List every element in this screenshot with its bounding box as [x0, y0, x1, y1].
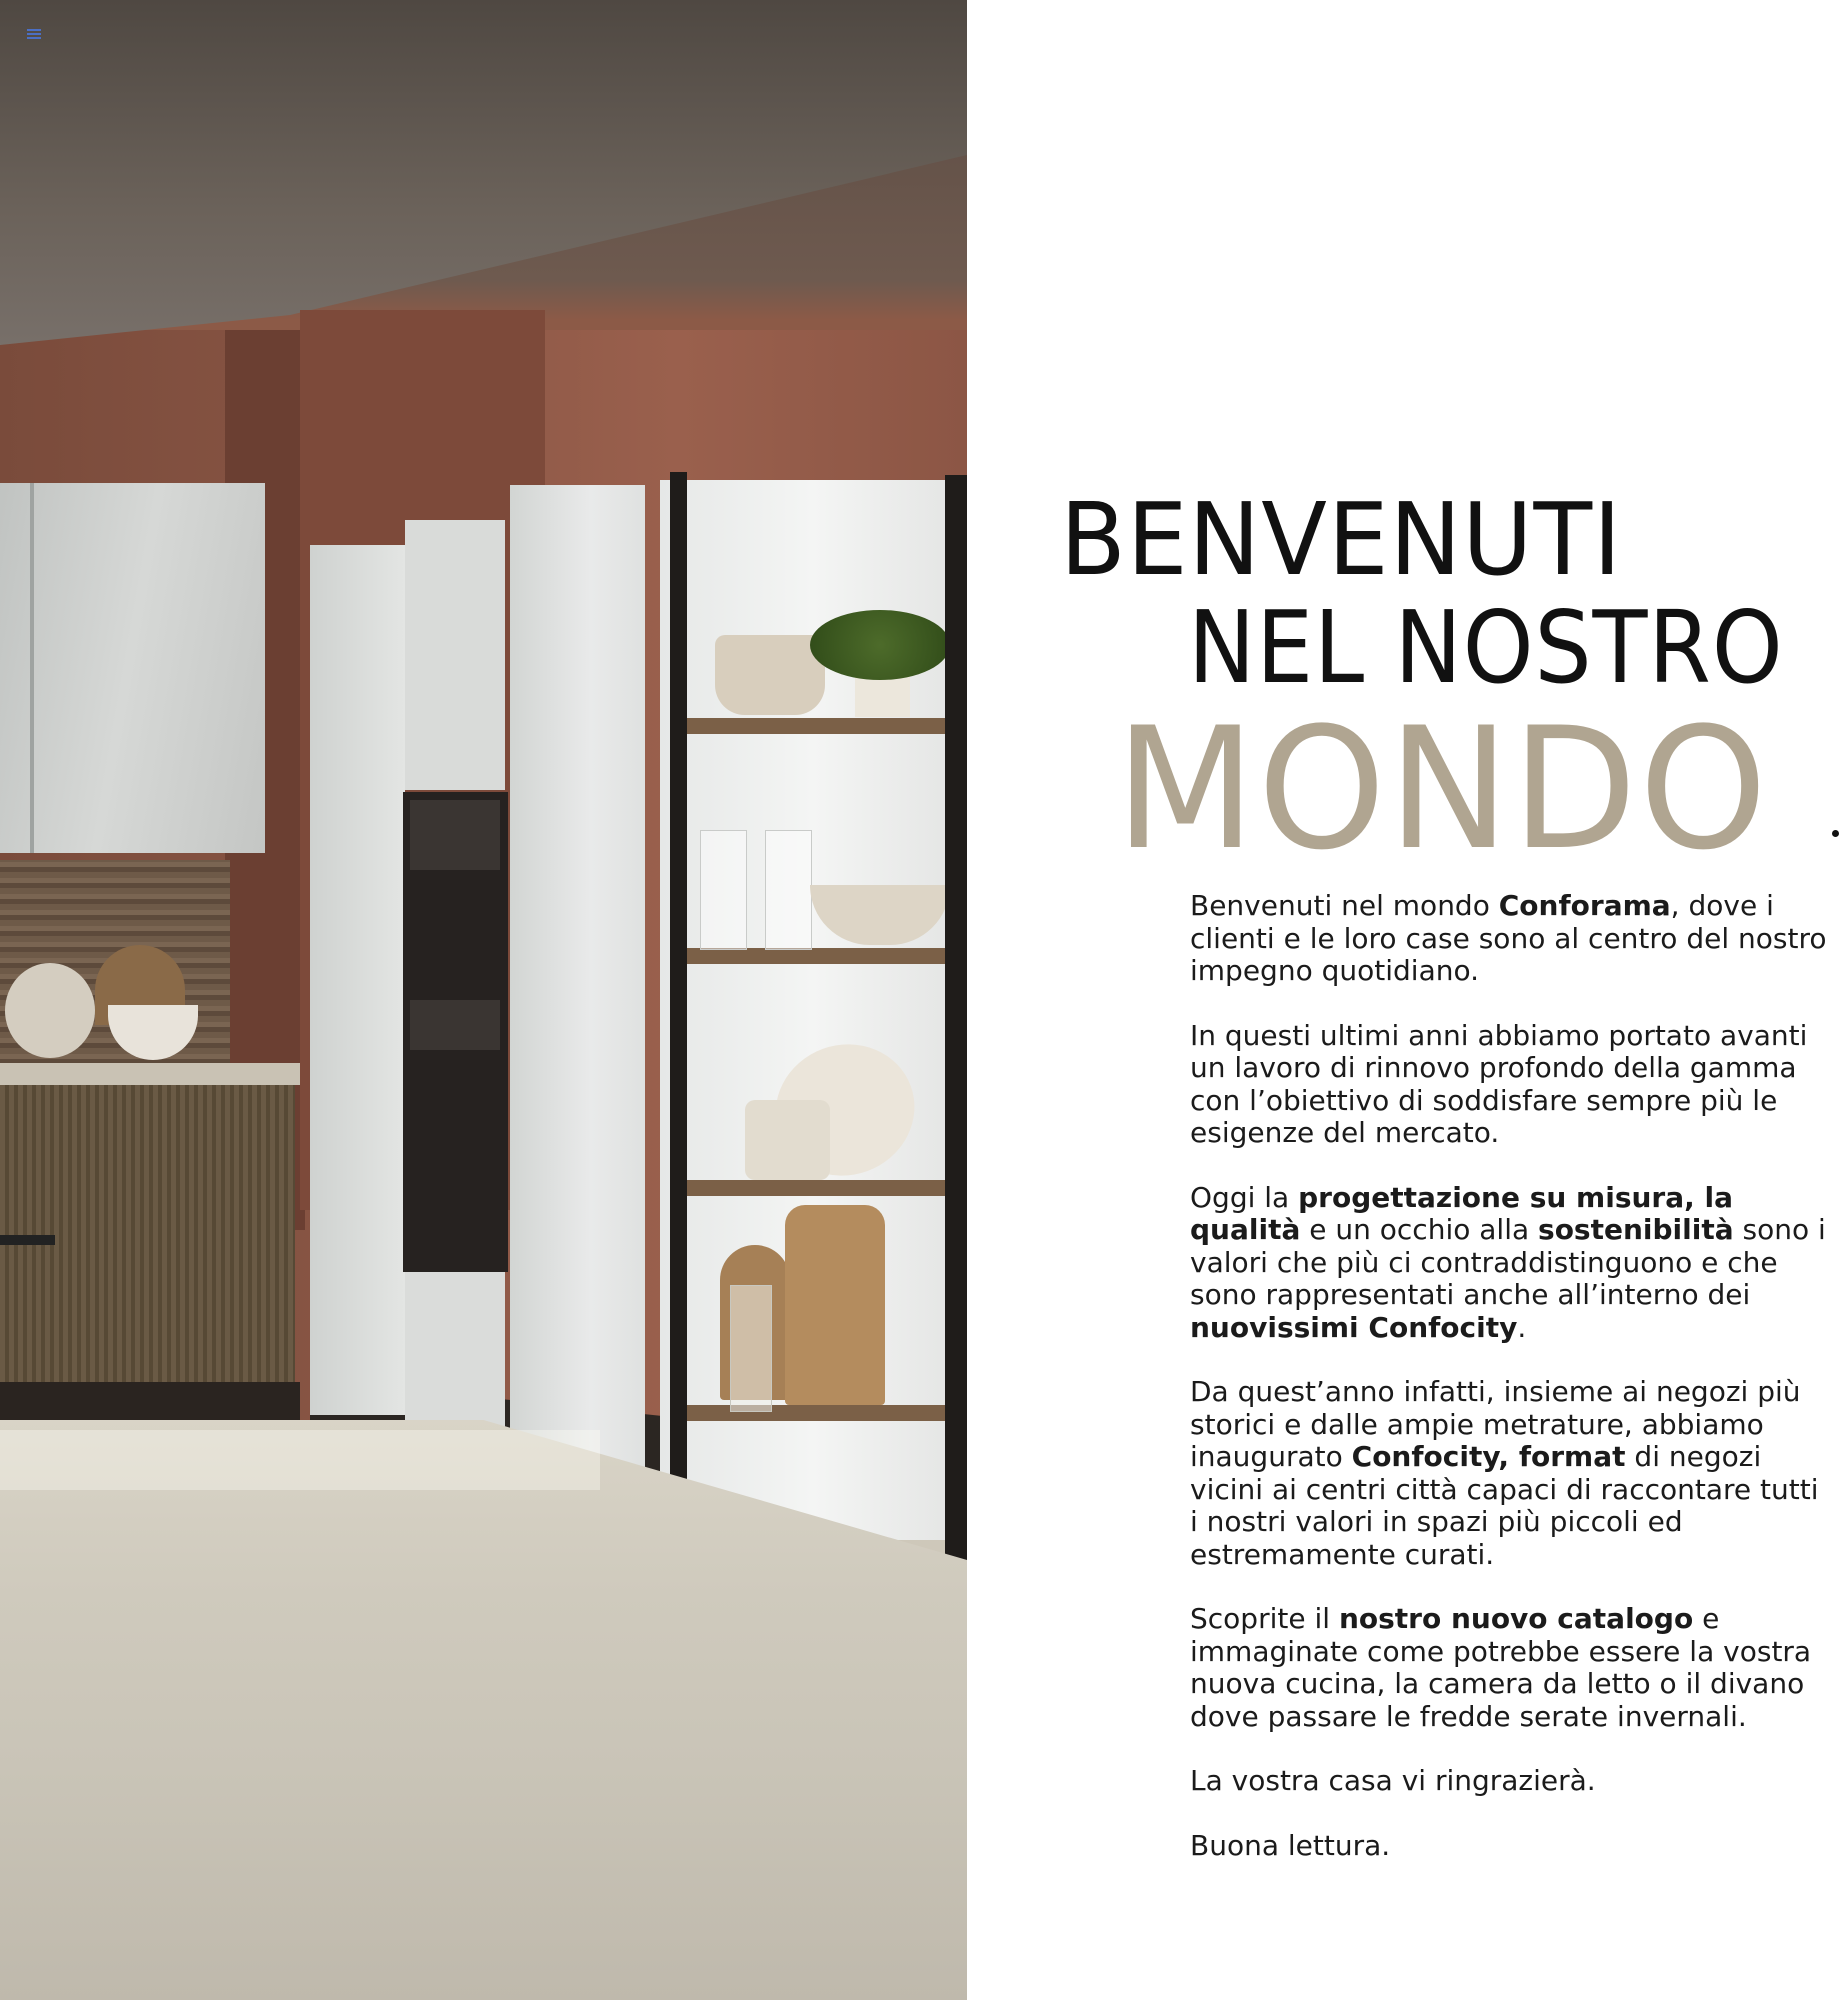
photo-glass [700, 830, 747, 950]
paragraph-text: . [1517, 1310, 1527, 1344]
photo-countertop [0, 1063, 300, 1085]
paragraph-text: e immaginate come potrebbe essere la vostra nuova cucina, la camera da letto o il divano dove passare le fredde serate invernali. [1190, 1602, 1812, 1733]
intro-paragraph [1190, 1765, 1830, 1798]
photo-shelf-frame [945, 475, 967, 1575]
intro-paragraph [1190, 1830, 1830, 1863]
paragraph-text: sono i valori che più ci contraddistinguono e che sono rappresentati anche all’interno dei [1190, 1213, 1826, 1311]
paragraph-emphasis: nuovissimi Confocity [1190, 1310, 1518, 1344]
paragraph-emphasis: nostro nuovo catalogo [1338, 1602, 1694, 1635]
paragraph-emphasis: Confocity, format [1351, 1440, 1626, 1473]
photo-glass [765, 830, 812, 950]
paragraph-emphasis: progettazione su misura, la qualità [1190, 1180, 1733, 1246]
photo-shelf [686, 948, 967, 964]
paragraph-emphasis: Conforama [1498, 889, 1671, 922]
photo-cabinet-gap [30, 483, 34, 853]
photo-tall-cabinet-mid [405, 520, 505, 790]
paragraph-text: La vostra casa vi ringrazierà. [1190, 1764, 1596, 1797]
intro-paragraph [1190, 1603, 1830, 1733]
intro-text [1190, 890, 1830, 1894]
intro-paragraph [1190, 1020, 1830, 1150]
paragraph-text: Buona lettura. [1190, 1828, 1391, 1862]
paragraph-text: Scoprite il [1190, 1602, 1339, 1635]
photo-cabinet-handle [0, 1235, 55, 1245]
paragraph-text: , dove i clienti e le loro case sono al centro del nostro impegno quotidiano. [1190, 889, 1827, 987]
paragraph-text: Da quest’anno infatti, insieme ai negozi più storici e dalle ampie metrature, abbiamo inaugurato [1190, 1375, 1801, 1473]
photo-plinth [0, 1382, 300, 1422]
paragraph-emphasis: sostenibilità [1538, 1213, 1734, 1246]
headline-period [1832, 830, 1839, 837]
photo-shelf [686, 1405, 967, 1421]
photo-plant [810, 610, 950, 680]
intro-paragraph [1190, 1182, 1830, 1345]
headline-line-1: BENVENUTI [1060, 481, 1623, 598]
menu-icon[interactable] [27, 29, 41, 41]
photo-wood-board [785, 1205, 885, 1405]
photo-shelf [686, 718, 967, 734]
photo-shelf [686, 1180, 967, 1196]
photo-tall-cabinet-left [310, 545, 405, 1415]
paragraph-text: di negozi vicini ai centri città capaci di raccontare tutti i nostri valori in spazi più piccoli ed estremamente curati. [1190, 1440, 1819, 1571]
photo-plant-pot [855, 675, 910, 717]
headline-line-2: NEL NOSTRO [1188, 589, 1784, 706]
photo-floor-light [0, 1430, 600, 1490]
photo-bottle [730, 1285, 772, 1412]
paragraph-text: e un occhio alla [1300, 1213, 1539, 1246]
photo-oven-panel-lower [410, 1000, 500, 1050]
intro-paragraph [1190, 1376, 1830, 1571]
paragraph-text: Benvenuti nel mondo [1190, 889, 1499, 922]
photo-plate [5, 963, 95, 1058]
headline-line-3: MONDO [1115, 691, 1770, 887]
paragraph-text: Oggi la [1190, 1180, 1299, 1214]
photo-ceiling [0, 0, 967, 350]
photo-kettle [745, 1100, 830, 1180]
photo-pot [715, 635, 825, 715]
photo-tall-cabinet-right [510, 485, 645, 1505]
photo-oven-panel [410, 800, 500, 870]
paragraph-text: In questi ultimi anni abbiamo portato avanti un lavoro di rinnovo profondo della gamma con l’obiettivo di soddisfare sempre più le esigenze del mercato. [1190, 1018, 1808, 1149]
photo-upper-cabinet [0, 483, 265, 853]
photo-shelf-frame [670, 472, 687, 1572]
intro-paragraph [1190, 890, 1830, 988]
